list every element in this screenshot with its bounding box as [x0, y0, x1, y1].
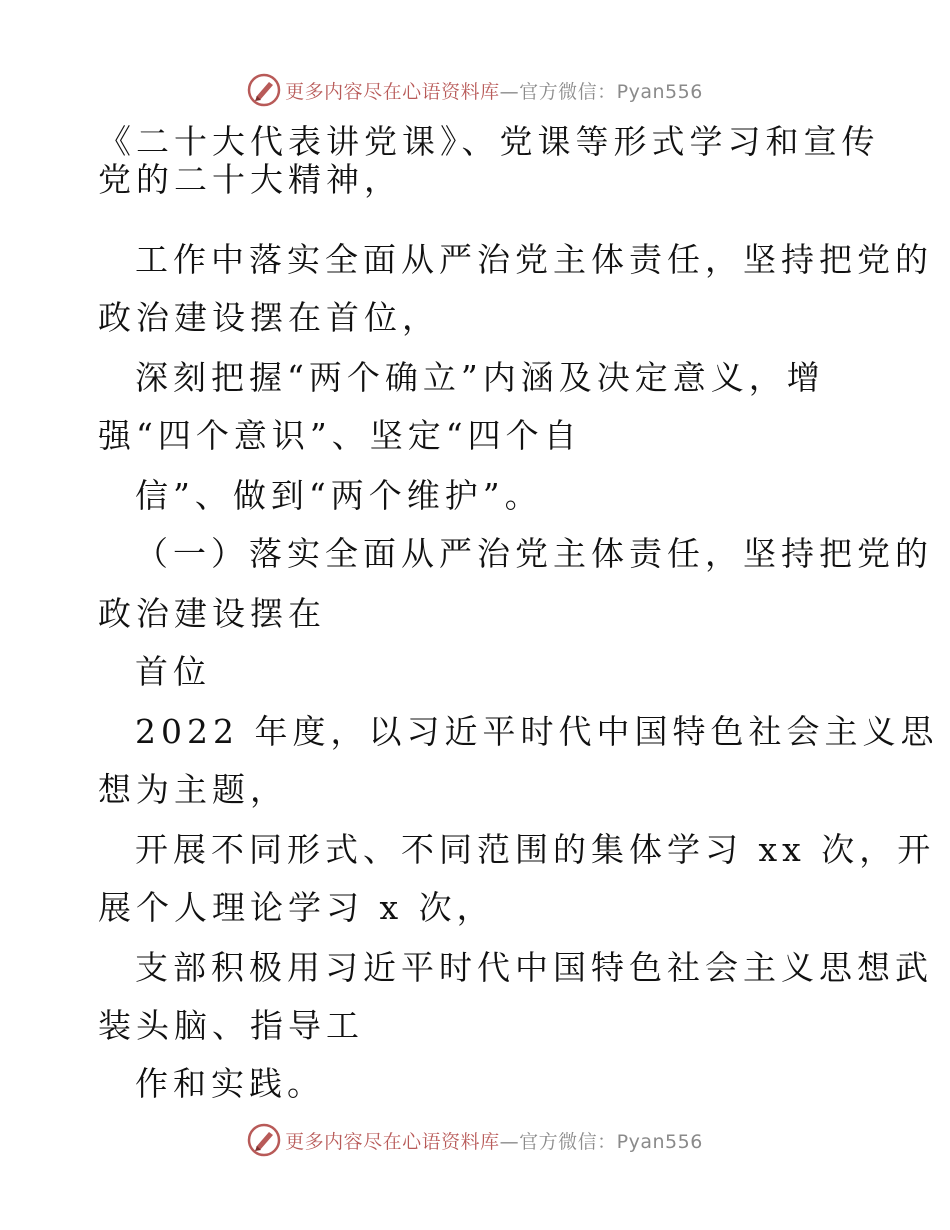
- pen-circle-logo-icon: [247, 73, 281, 107]
- body-line-2: 党的二十大精神，: [98, 160, 402, 199]
- body-line-13: 开展不同形式、不同范围的集体学习 xx 次，开: [135, 830, 936, 869]
- body-line-9: 政治建设摆在: [98, 594, 326, 633]
- footer-dash: —: [499, 1130, 520, 1153]
- body-line-17: 作和实践。: [135, 1064, 325, 1103]
- footer-banner-text: [285, 1127, 703, 1154]
- body-line-7: 信”、做到“两个维护”。: [135, 476, 543, 515]
- body-line-12: 想为主题，: [98, 770, 288, 809]
- header-dash: —: [499, 80, 520, 103]
- body-line-14: 展个人理论学习 x 次，: [98, 888, 495, 927]
- body-line-5: 深刻把握“两个确立”内涵及决定意义，增: [135, 358, 825, 397]
- header-brand-text: 更多内容尽在心语资料库: [285, 80, 500, 103]
- pen-circle-logo-icon: [247, 1123, 281, 1157]
- header-banner-text: [285, 77, 703, 104]
- body-line-16: 装头脑、指导工: [98, 1006, 364, 1045]
- body-line-3: 工作中落实全面从严治党主体责任，坚持把党的: [135, 240, 933, 279]
- body-line-10: 首位: [135, 652, 211, 691]
- body-line-4: 政治建设摆在首位，: [98, 298, 440, 337]
- footer-wechat-text: 官方微信：Pyan556: [519, 1130, 703, 1153]
- body-line-8: （一）落实全面从严治党主体责任，坚持把党的: [135, 534, 933, 573]
- footer-watermark: [0, 1120, 950, 1160]
- body-line-1: 《二十大代表讲党课》、党课等形式学习和宣传: [98, 122, 880, 161]
- header-wechat-text: 官方微信：Pyan556: [519, 80, 703, 103]
- header-watermark: [0, 70, 950, 110]
- body-line-15: 支部积极用习近平时代中国特色社会主义思想武: [135, 948, 933, 987]
- body-line-11: 2022 年度，以习近平时代中国特色社会主义思: [135, 712, 939, 751]
- footer-brand-text: 更多内容尽在心语资料库: [285, 1130, 500, 1153]
- body-line-6: 强“四个意识”、坚定“四个自: [98, 416, 582, 455]
